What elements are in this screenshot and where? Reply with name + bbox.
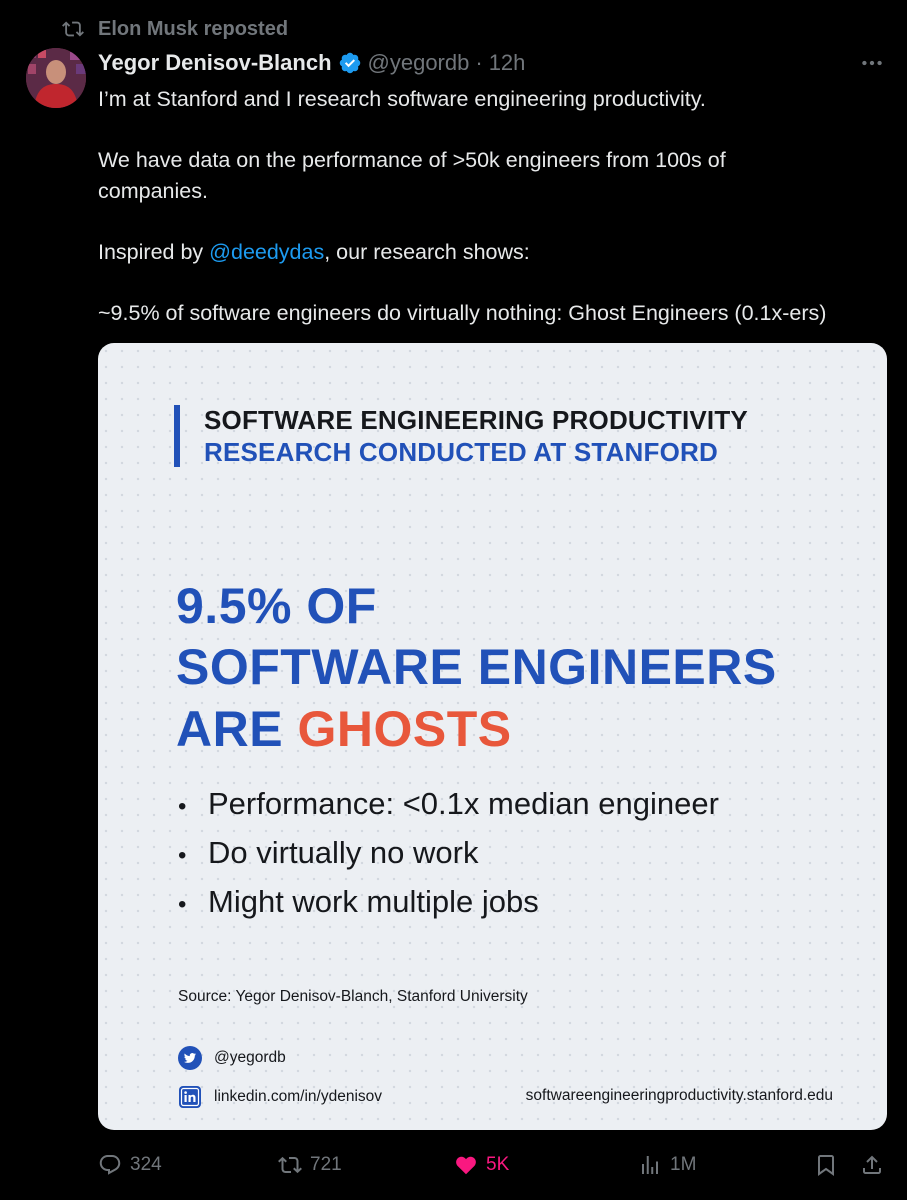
tweet-line: We have data on the performance of >50k engineers from 100s of — [98, 148, 726, 172]
avatar[interactable] — [26, 48, 86, 108]
bookmark-button[interactable] — [814, 1150, 846, 1180]
linkedin-url: linkedin.com/in/ydenisov — [214, 1088, 383, 1105]
repost-button[interactable] — [278, 1150, 342, 1180]
tweet-text-segment: Inspired by — [98, 239, 210, 264]
tweet-header — [98, 48, 525, 78]
repost-icon — [278, 1153, 302, 1177]
more-options-icon[interactable] — [859, 50, 885, 76]
views-chart-icon — [638, 1153, 662, 1177]
media-source: Source: Yegor Denisov-Blanch, Stanford University — [178, 988, 528, 1005]
repost-count: 721 — [310, 1154, 342, 1175]
author-display-name[interactable]: Yegor Denisov-Blanch — [98, 50, 332, 75]
share-icon — [860, 1153, 884, 1177]
bullet-list — [178, 779, 719, 926]
headline-segment: ARE — [176, 701, 298, 757]
author-handle[interactable]: @yegordb — [367, 50, 470, 75]
bullet-text: Might work multiple jobs — [208, 884, 539, 919]
tweet-line: ~9.5% of software engineers do virtually nothing: Ghost Engineers (0.1x-ers) — [98, 300, 827, 325]
linkedin-icon — [178, 1085, 202, 1109]
bullet-text: Do virtually no work — [208, 835, 479, 870]
bullet-text: Performance: <0.1x median engineer — [208, 786, 719, 821]
share-button[interactable] — [860, 1150, 892, 1180]
bullet-item — [178, 877, 719, 926]
repost-banner[interactable] — [62, 16, 288, 42]
twitter-bird-icon — [178, 1046, 202, 1070]
tweet-text-segment: , our research shows: — [324, 239, 530, 264]
headline-line: SOFTWARE ENGINEERS — [176, 639, 777, 695]
verified-badge-icon — [338, 51, 362, 75]
bullet-item — [178, 828, 719, 877]
views-count: 1M — [670, 1154, 697, 1175]
header-separator: · — [475, 50, 483, 75]
headline-line: 9.5% OF — [176, 578, 377, 634]
views-button[interactable] — [638, 1150, 696, 1180]
reply-count: 324 — [130, 1154, 162, 1175]
repost-banner-text: Elon Musk reposted — [98, 17, 289, 40]
reply-button[interactable] — [98, 1150, 162, 1180]
tweet-line — [98, 237, 898, 268]
mention-link[interactable]: @deedydas — [209, 239, 325, 264]
tweet-media-image[interactable] — [98, 343, 887, 1130]
heading-accent-bar — [174, 405, 180, 467]
media-linkedin — [178, 1085, 382, 1109]
repost-icon — [62, 18, 84, 40]
tweet-line: I’m at Stanford and I research software engineering productivity. — [98, 87, 706, 111]
avatar-image — [26, 48, 86, 108]
headline-line — [176, 702, 512, 756]
like-count: 5K — [486, 1154, 510, 1175]
headline-highlight: GHOSTS — [297, 701, 512, 757]
bullet-item — [178, 779, 719, 828]
like-button[interactable] — [454, 1150, 509, 1180]
bullet-dot: • — [178, 891, 187, 918]
tweet-line: companies. — [98, 178, 208, 203]
heart-filled-icon — [454, 1153, 478, 1177]
media-subheading: RESEARCH CONDUCTED AT STANFORD — [204, 437, 718, 467]
bookmark-icon — [814, 1153, 838, 1177]
reply-icon — [98, 1153, 122, 1177]
media-twitter — [178, 1046, 286, 1070]
tweet-time[interactable]: 12h — [488, 50, 526, 75]
bullet-dot: • — [178, 793, 187, 820]
tweet-actions — [98, 1150, 898, 1180]
media-website: softwareengineeringproductivity.stanford.edu — [525, 1087, 833, 1104]
tweet-text — [98, 84, 898, 328]
bullet-dot: • — [178, 842, 187, 869]
twitter-handle: @yegordb — [214, 1049, 286, 1066]
media-heading: SOFTWARE ENGINEERING PRODUCTIVITY — [204, 405, 748, 435]
